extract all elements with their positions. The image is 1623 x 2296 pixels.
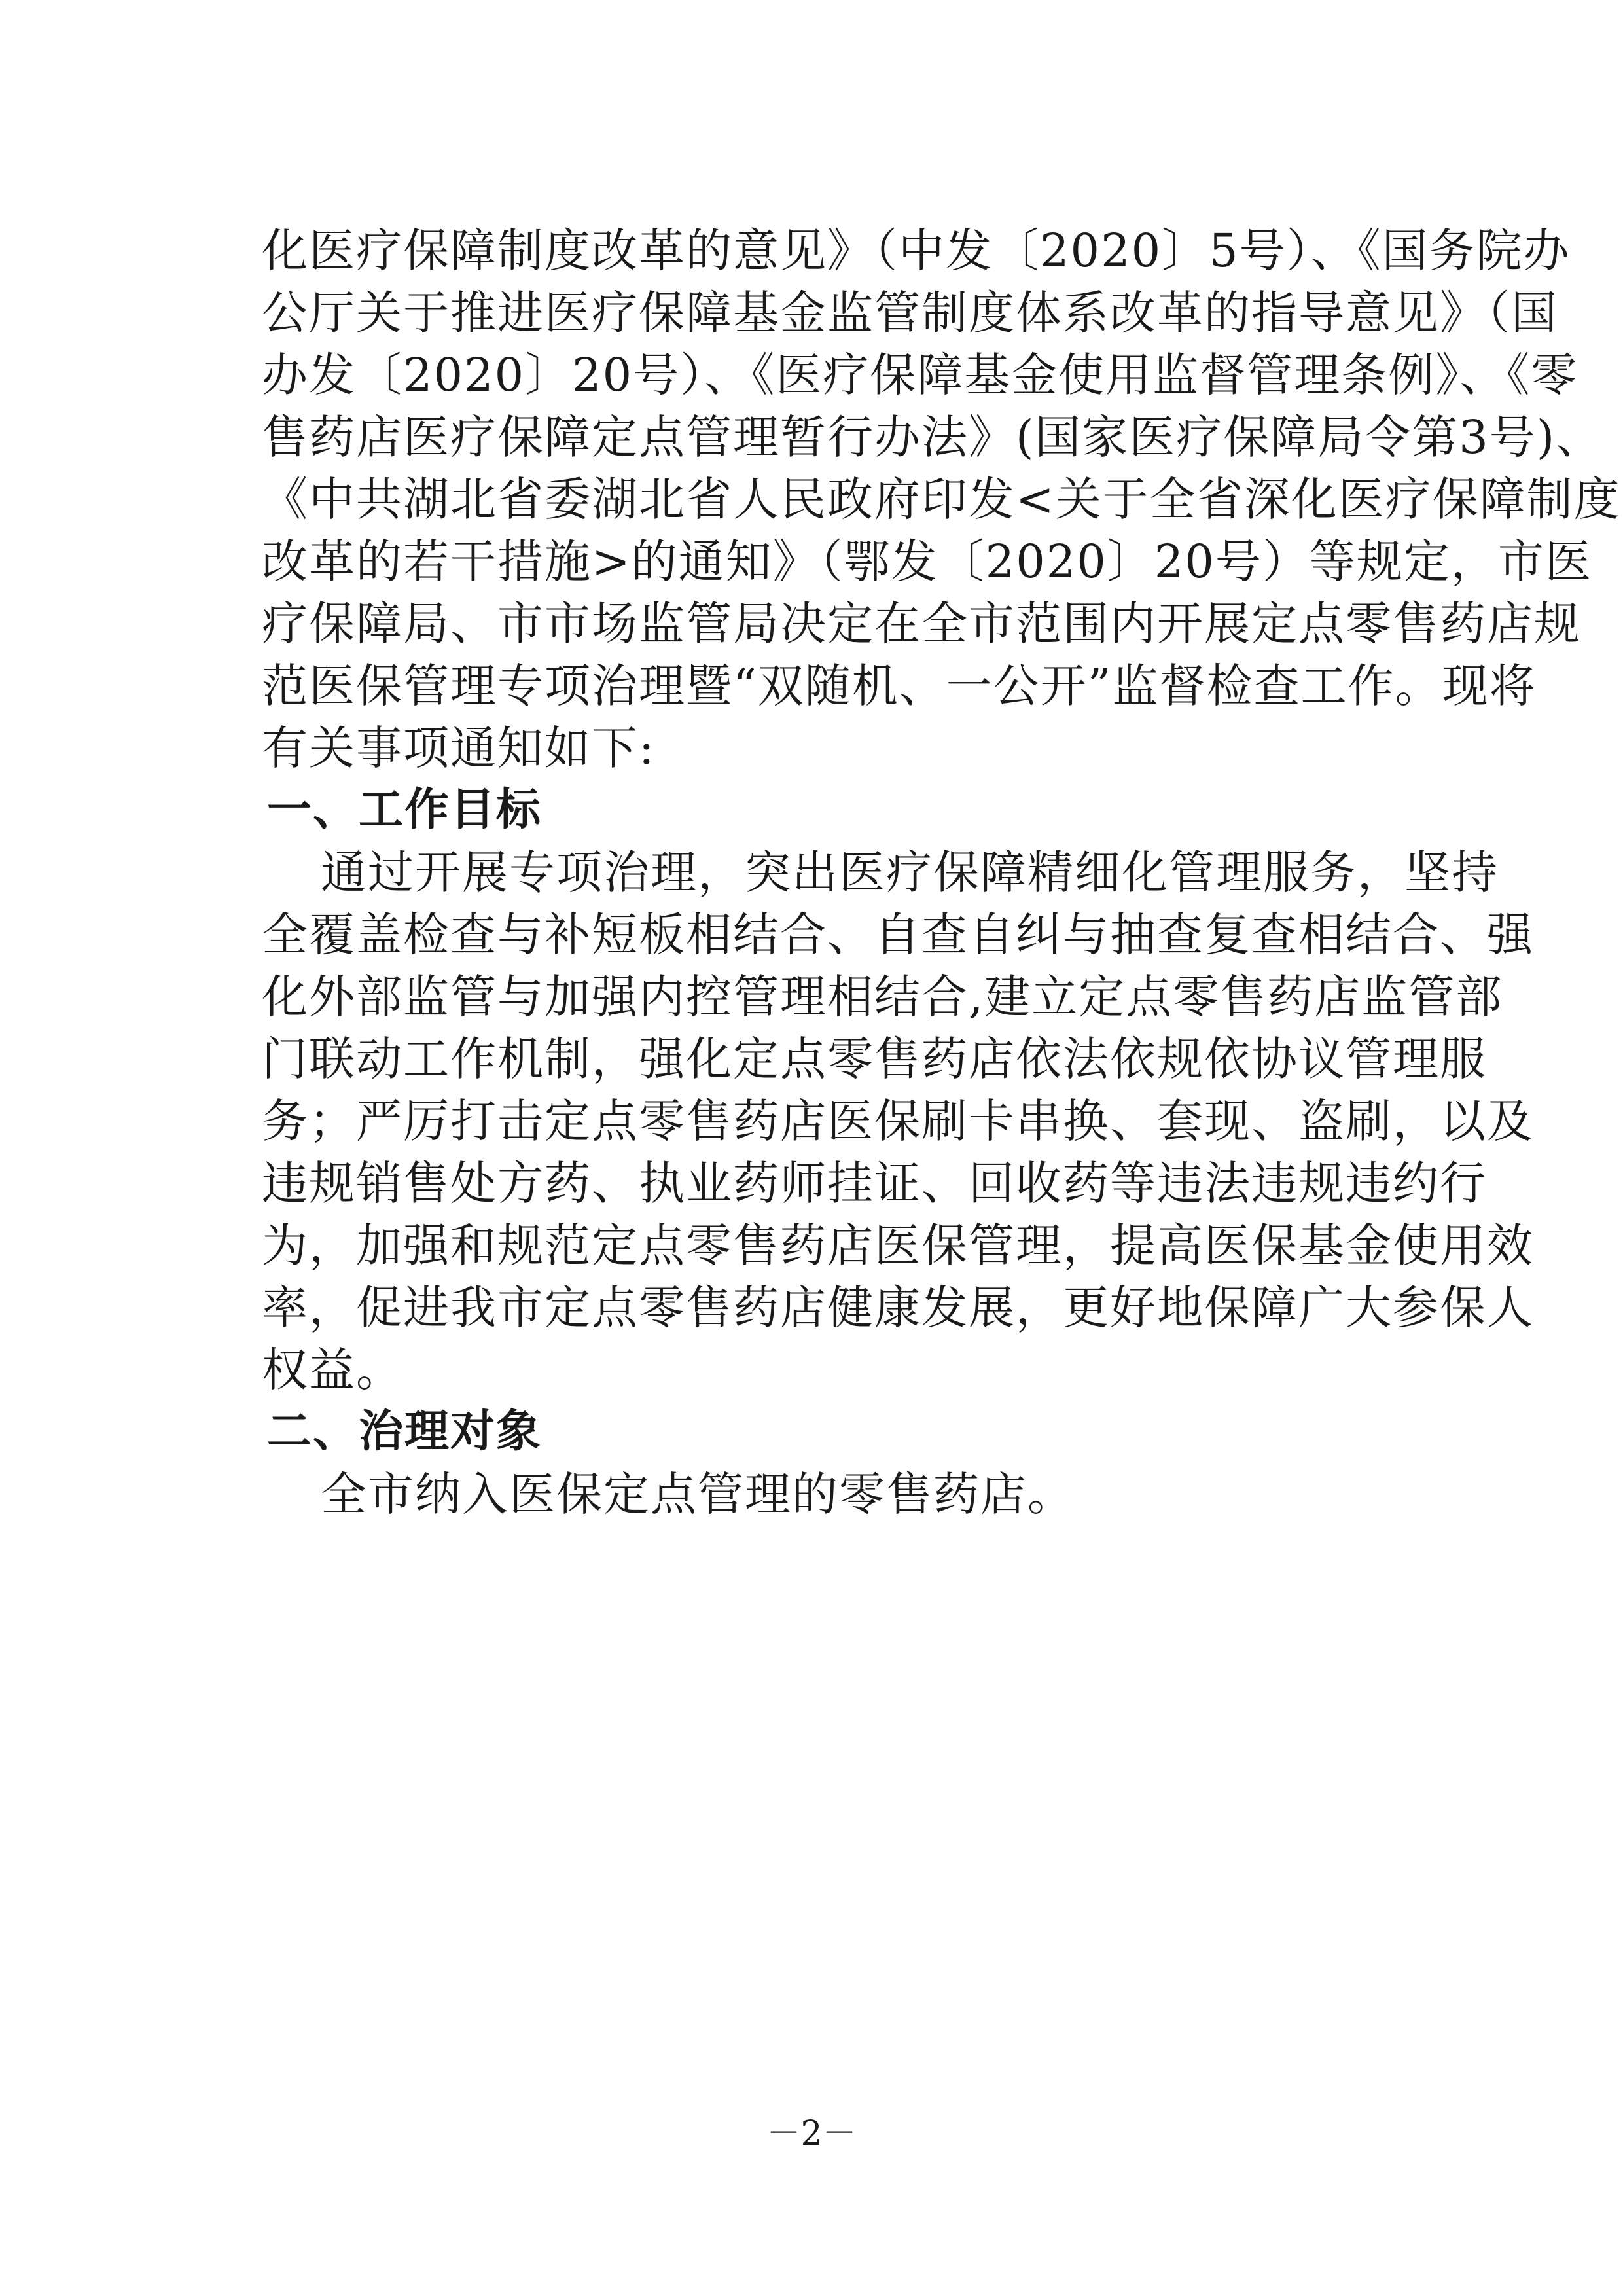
section-target-line: 全市纳入医保定点管理的零售药店。 [321,1467,1075,1521]
section-heading-target: 二、治理对象 [267,1406,543,1458]
section-goals-line: 通过开展专项治理，突出医疗保障精细化管理服务，坚持 [321,846,1499,899]
section-goals-line: 率，促进我市定点零售药店健康发展，更好地保障广大参保人 [262,1281,1534,1335]
paragraph-intro-line: 《中共湖北省委湖北省人民政府印发<关于全省深化医疗保障制度 [262,473,1621,526]
paragraph-intro-line: 公厅关于推进医疗保障基金监管制度体系改革的指导意见》（国 [262,286,1558,340]
section-goals-line: 权益。 [262,1343,403,1397]
paragraph-intro-line: 化医疗保障制度改革的意见》（中发〔2020〕5号）、《国务院办 [262,224,1571,278]
section-goals-line: 违规销售处方药、执业药师挂证、回收药等违法违规违约行 [262,1157,1487,1210]
paragraph-intro-line: 改革的若干措施>的通知》（鄂发〔2020〕20号）等规定，市医 [262,535,1592,588]
section-goals-line: 为，加强和规范定点零售药店医保管理，提高医保基金使用效 [262,1219,1534,1272]
paragraph-intro-line: 疗保障局、市市场监管局决定在全市范围内开展定点零售药店规 [262,597,1581,651]
paragraph-intro-line: 范医保管理专项治理暨“双随机、一公开”监督检查工作。现将 [262,659,1537,713]
section-goals-line: 全覆盖检查与补短板相结合、自查自纠与抽查复查相结合、强 [262,908,1534,961]
section-goals-line: 化外部监管与加强内控管理相结合,建立定点零售药店监管部 [262,970,1503,1024]
paragraph-intro-line: 办发〔2020〕20号）、《医疗保障基金使用监督管理条例》、《零 [262,348,1578,402]
section-goals-line: 门联动工作机制，强化定点零售药店依法依规依协议管理服 [262,1032,1487,1086]
section-goals-line: 务；严厉打击定点零售药店医保刷卡串换、套现、盗刷，以及 [262,1094,1534,1148]
paragraph-intro-line: 售药店医疗保障定点管理暂行办法》(国家医疗保障局令第3号)、 [262,410,1603,464]
section-heading-goals: 一、工作目标 [267,784,543,836]
paragraph-intro-line: 有关事项通知如下: [262,721,656,775]
page-number: －2－ [766,2114,857,2153]
